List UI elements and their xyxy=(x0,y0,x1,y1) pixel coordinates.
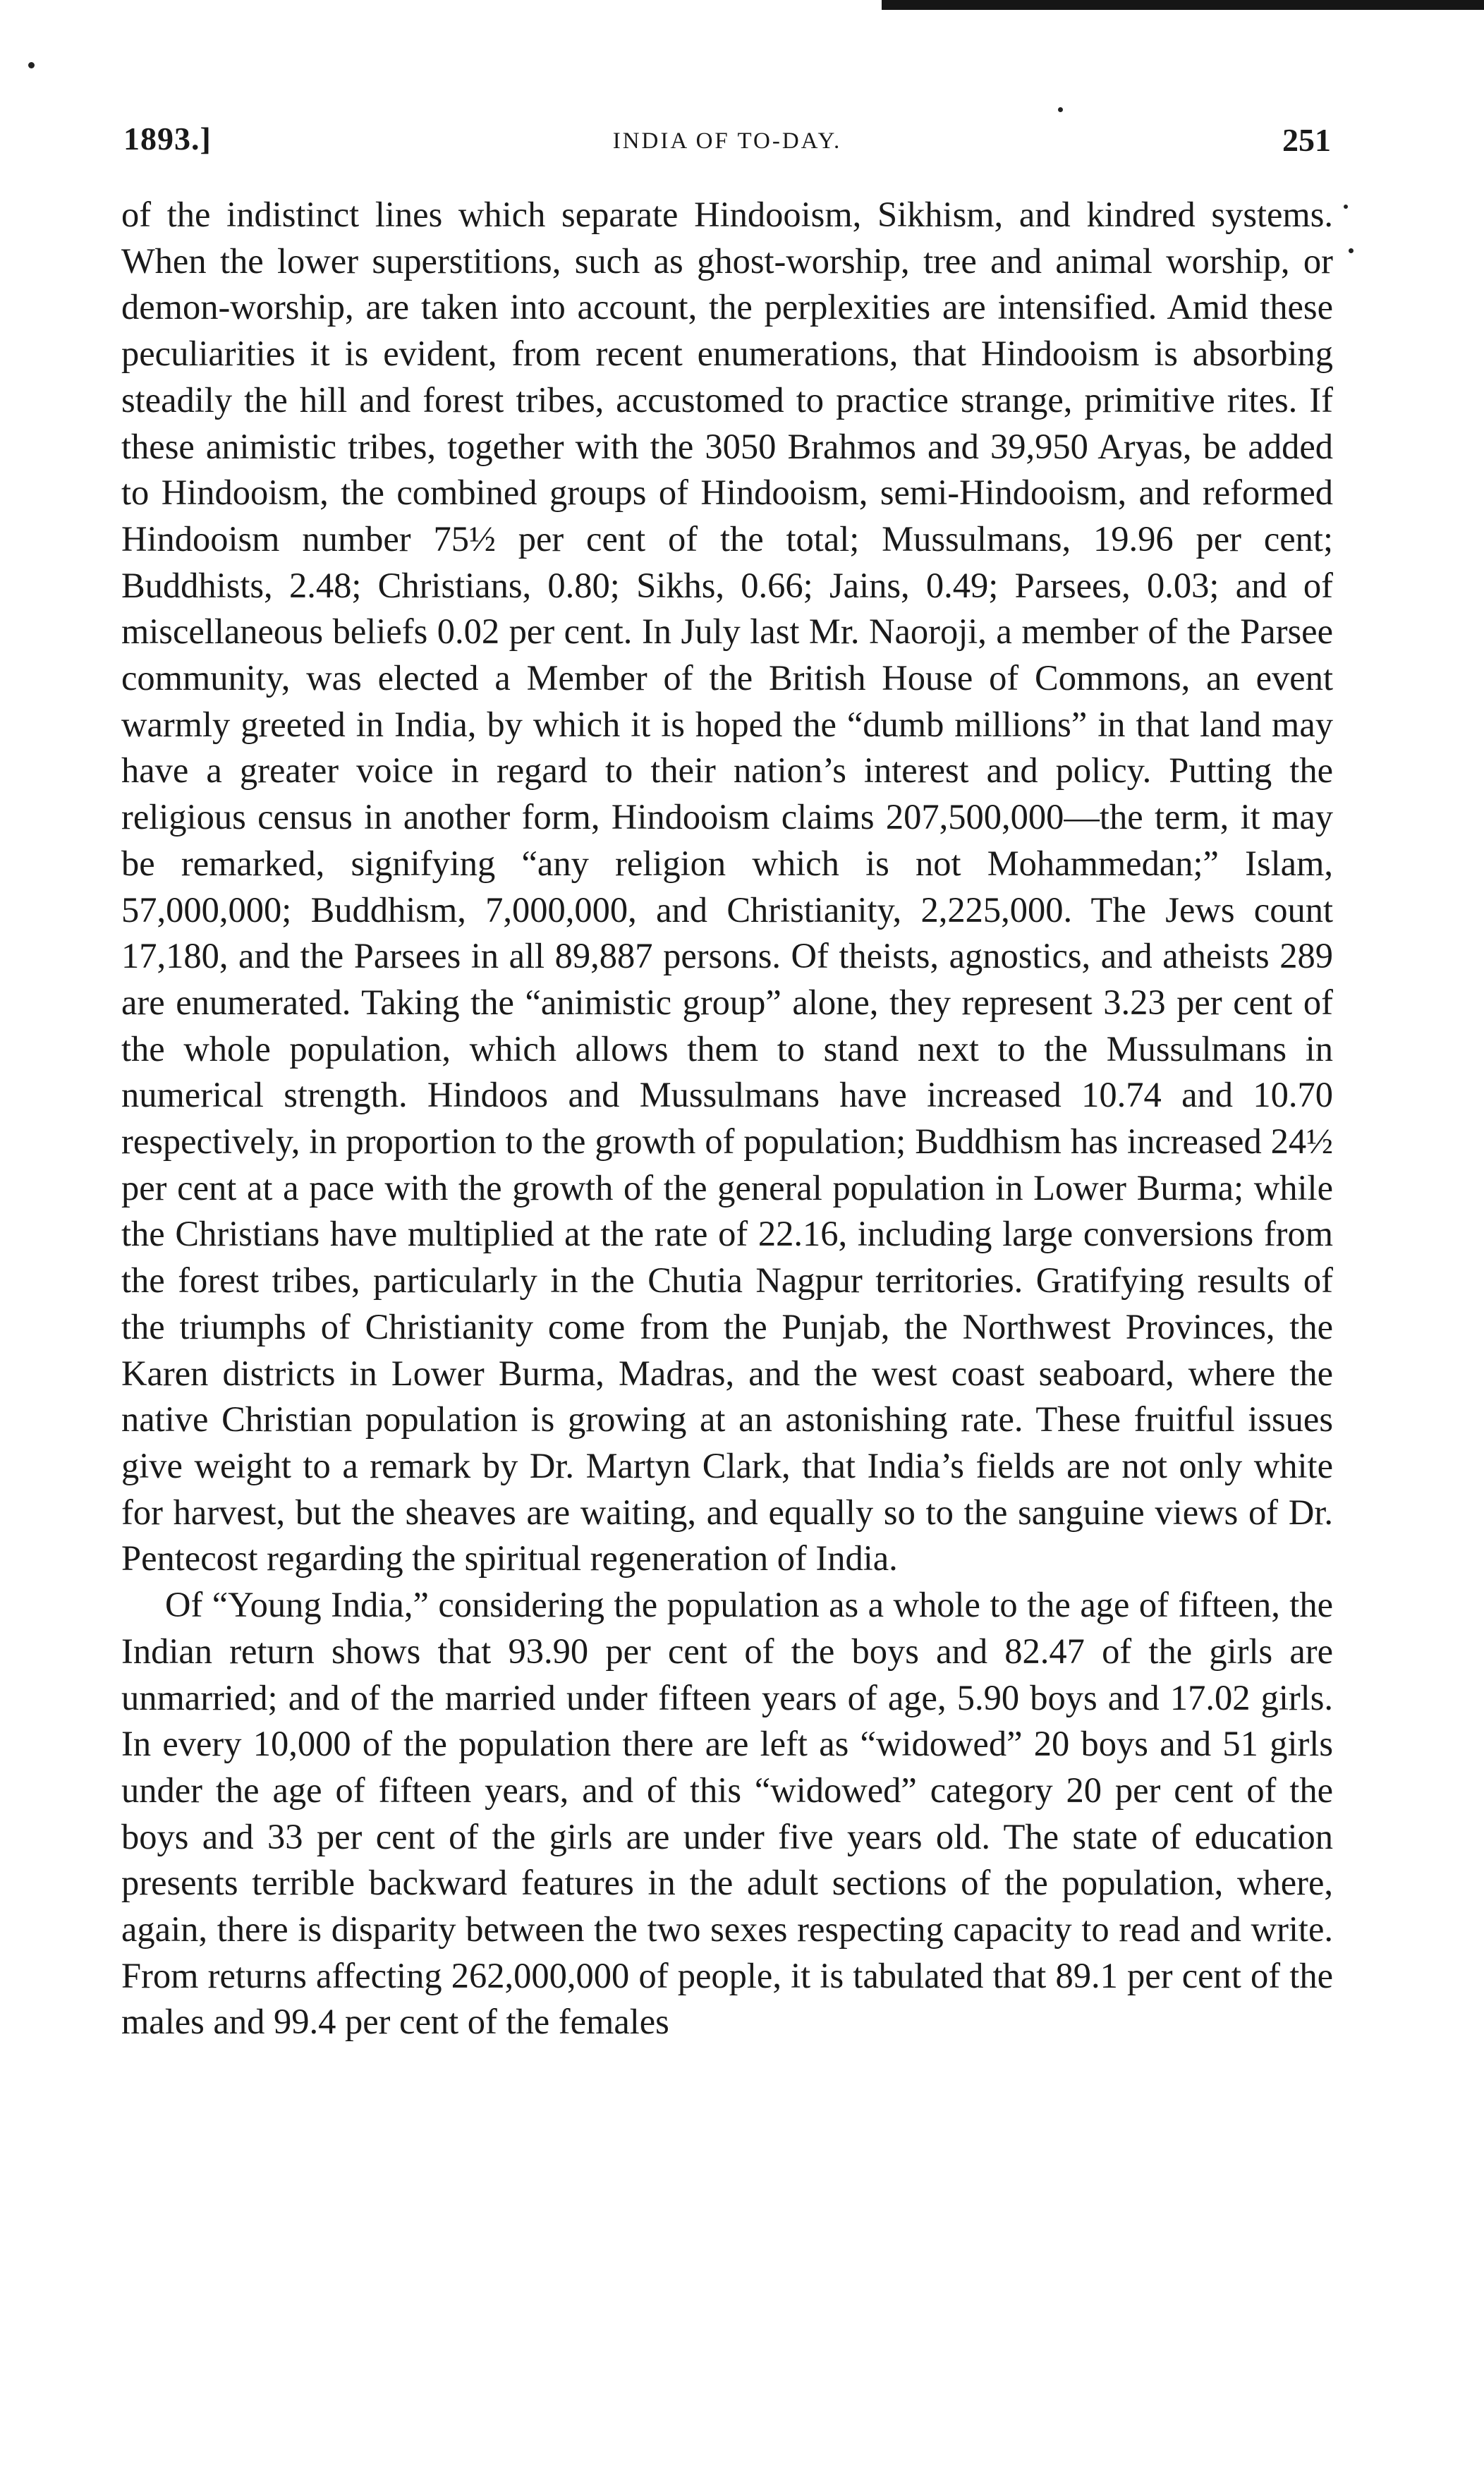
header-year: 1893.] xyxy=(123,121,212,157)
running-header xyxy=(123,113,1331,162)
paragraph-continuation: of the indistinct lines which separate Hindooism, Sikhism, and kindred systems. When the lower superstitions, such as ghost-worship, tree and animal worship, or demon-worship, are taken into account, the perplexities are intensified. Amid these peculiarities it is evident, from recent enumerations, that Hindooism is absorbing steadily the hill and forest tribes, accustomed to practice strange, primitive rites. If these animistic tribes, together with the 3050 Brahmos and 39,950 Aryas, be added to Hindooism, the combined groups of Hindooism, semi-Hindooism, and reformed Hindooism number 75½ per cent of the total; Mussulmans, 19.96 per cent; Buddhists, 2.48; Christians, 0.80; Sikhs, 0.66; Jains, 0.49; Parsees, 0.03; and of miscellaneous beliefs 0.02 per cent. In July last Mr. Naoroji, a member of the Parsee community, was elected a Member of the British House of Commons, an event warmly greeted in India, by which it is hoped the “dumb millions” in that land may have a greater voice in regard to their nation’s interest and policy. Putting the religious census in another form, Hindooism claims 207,500,000—the term, it may be remarked, signifying “any religion which is not Mohammedan;” Islam, 57,000,000; Buddhism, 7,000,000, and Christianity, 2,225,000. The Jews count 17,180, and the Parsees in all 89,887 persons. Of theists, agnostics, and atheists 289 are enumerated. Taking the “animistic group” alone, they represent 3.23 per cent of the whole population, which allows them to stand next to the Mussulmans in numerical strength. Hindoos and Mussulmans have increased 10.74 and 10.70 respectively, in proportion to the growth of population; Buddhism has increased 24½ per cent at a pace with the growth of the general population in Lower Burma; while the Christians have multiplied at the rate of 22.16, including large conversions from the forest tribes, particularly in the Chutia Nagpur territories. Gratifying results of the triumphs of Christianity come from the Punjab, the Northwest Provinces, the Karen districts in Lower Burma, Madras, and the west coast seaboard, where the native Christian population is growing at an astonishing rate. These fruitful issues give weight to a remark by Dr. Martyn Clark, that India’s fields are not only white for harvest, but the sheaves are waiting, and equally so to the sanguine views of Dr. Pentecost regarding the spiritual regeneration of India. xyxy=(121,195,1333,1579)
scan-speck xyxy=(1349,248,1354,253)
body-text xyxy=(121,192,1333,2045)
scan-speck xyxy=(1344,205,1348,209)
scan-speck xyxy=(1058,107,1063,112)
header-page-number: 251 xyxy=(1282,122,1331,158)
paragraph-young-india: Of “Young India,” considering the population as a whole to the age of fifteen, the Indian return shows that 93.90 per cent of the boys and 82.47 of the girls are unmarried; and of the married under fifteen years of age, 5.90 boys and 17.02 girls. In every 10,000 of the population there are left as “widowed” 20 boys and 51 girls under the age of fifteen years, and of this “widowed” category 20 per cent of the boys and 33 per cent of the girls are under five years old. The state of education presents terrible backward features in the adult sections of the population, where, again, there is disparity between the two sexes respecting capacity to read and write. From returns affecting 262,000,000 of people, it is tabulated that 89.1 per cent of the males and 99.4 per cent of the females xyxy=(121,1585,1333,2042)
header-running-title: INDIA OF TO-DAY. xyxy=(612,128,842,154)
scan-speck xyxy=(28,62,35,68)
top-edge-rule xyxy=(882,0,1484,10)
